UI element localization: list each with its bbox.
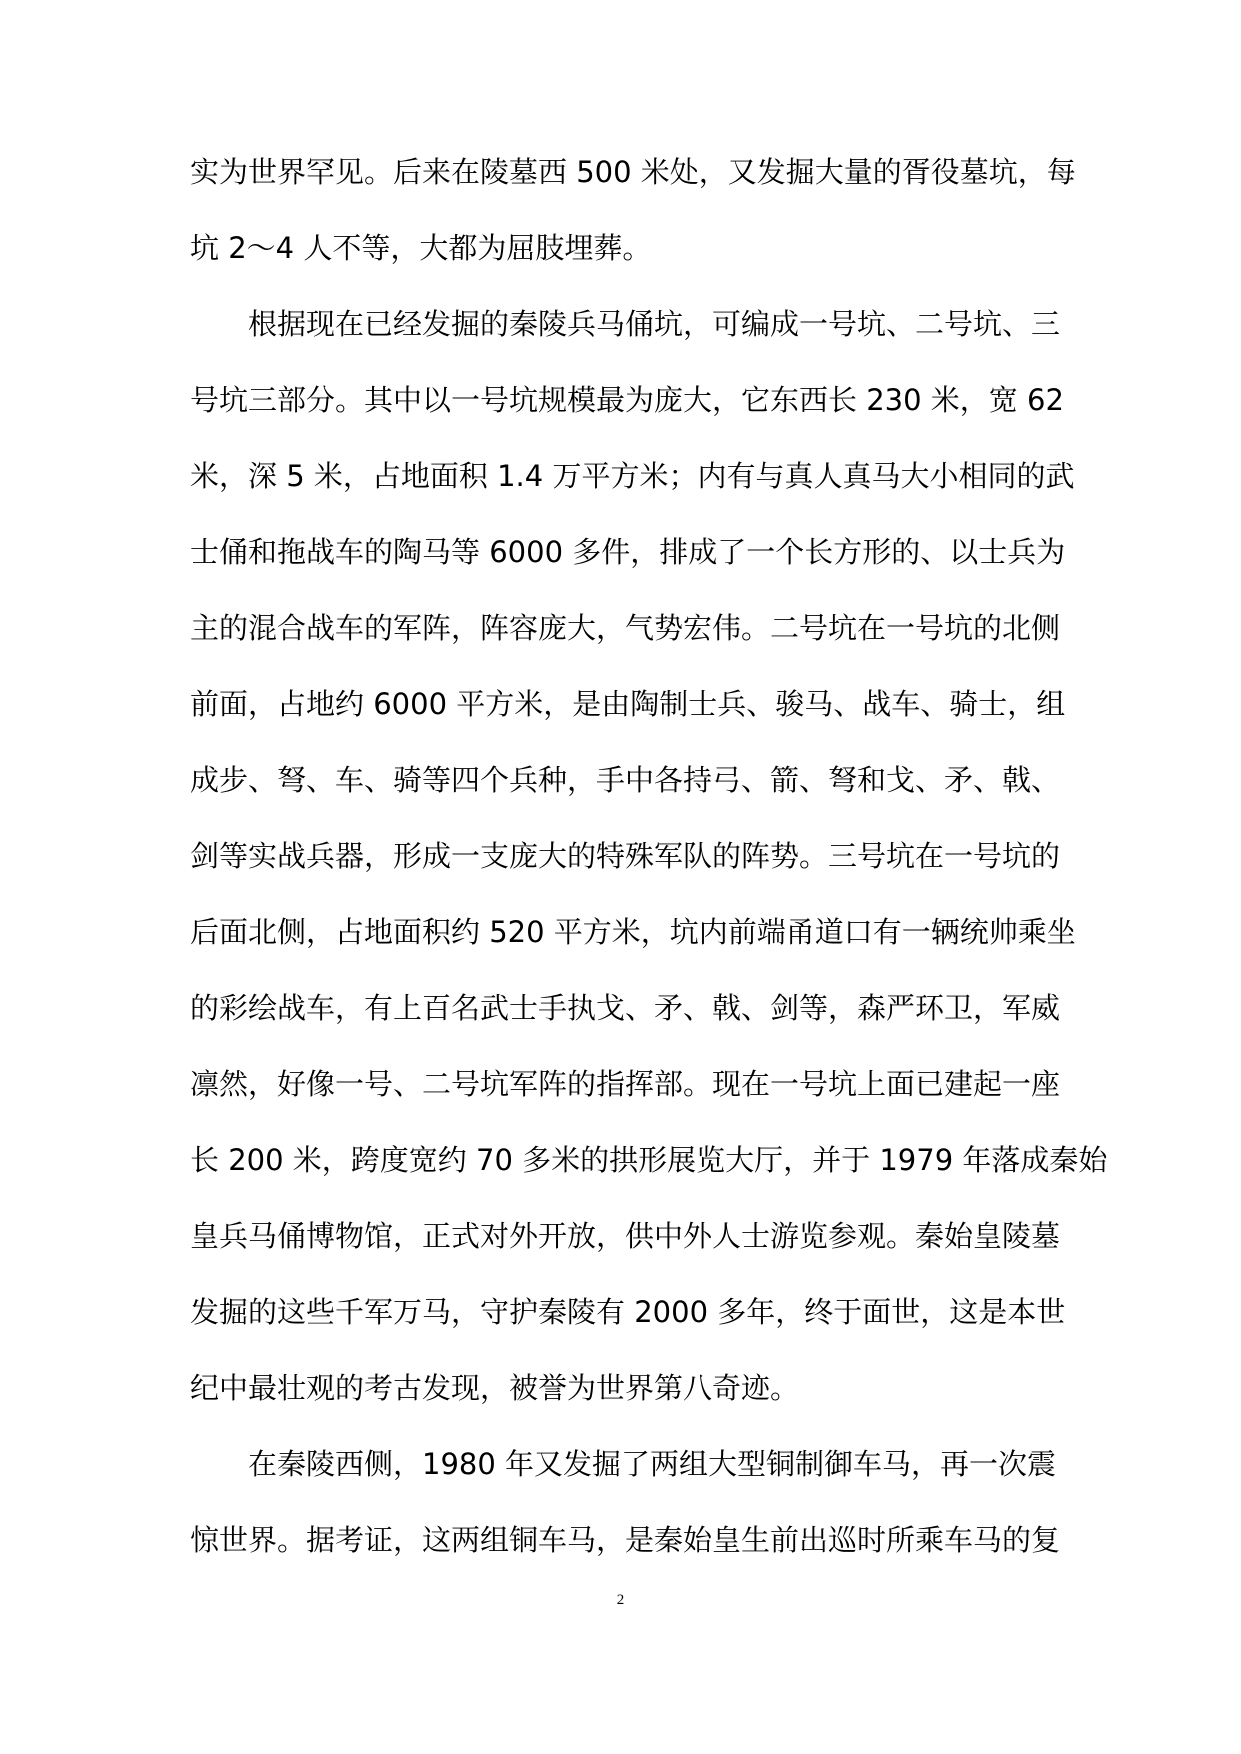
text-line: 后面北侧，占地面积约 520 平方米，坑内前端甬道口有一辆统帅乘坐 [190,915,1076,949]
text-line: 剑等实战兵器，形成一支庞大的特殊军队的阵势。三号坑在一号坑的 [190,839,1061,873]
text-line: 成步、弩、车、骑等四个兵种，手中各持弓、箭、弩和戈、矛、戟、 [190,763,1061,797]
text-line: 纪中最壮观的考古发现，被誉为世界第八奇迹。 [190,1371,800,1405]
text-line: 皇兵马俑博物馆，正式对外开放，供中外人士游览参观。秦始皇陵墓 [190,1219,1061,1253]
body-text [190,147,1108,1591]
text-line: 发掘的这些千军万马，守护秦陵有 2000 多年，终于面世，这是本世 [190,1295,1066,1329]
text-line: 长 200 米，跨度宽约 70 多米的拱形展览大厅，并于 1979 年落成秦始 [190,1143,1108,1177]
text-line: 凛然，好像一号、二号坑军阵的指挥部。现在一号坑上面已建起一座 [190,1067,1061,1101]
text-line: 坑 2～4 人不等，大都为屈肢埋葬。 [190,231,652,265]
text-line: 米，深 5 米，占地面积 1.4 万平方米；内有与真人真马大小相同的武 [190,459,1075,493]
text-line: 号坑三部分。其中以一号坑规模最为庞大，它东西长 230 米，宽 62 [190,383,1064,417]
page-number: 2 [616,1592,625,1608]
text-line: 前面，占地约 6000 平方米，是由陶制士兵、骏马、战车、骑士，组 [190,687,1066,721]
text-line: 实为世界罕见。后来在陵墓西 500 米处，又发掘大量的胥役墓坑，每 [190,155,1076,189]
paragraph-start-line: 在秦陵西侧，1980 年又发掘了两组大型铜制御车马，再一次震 [248,1447,1057,1481]
text-line: 士俑和拖战车的陶马等 6000 多件，排成了一个长方形的、以士兵为 [190,535,1066,569]
text-line: 惊世界。据考证，这两组铜车马，是秦始皇生前出巡时所乘车马的复 [190,1523,1061,1557]
text-line: 的彩绘战车，有上百名武士手执戈、矛、戟、剑等，森严环卫，军威 [190,991,1061,1025]
text-line: 主的混合战车的军阵，阵容庞大，气势宏伟。二号坑在一号坑的北侧 [190,611,1061,645]
paragraph-start-line: 根据现在已经发掘的秦陵兵马俑坑，可编成一号坑、二号坑、三 [248,307,1061,341]
